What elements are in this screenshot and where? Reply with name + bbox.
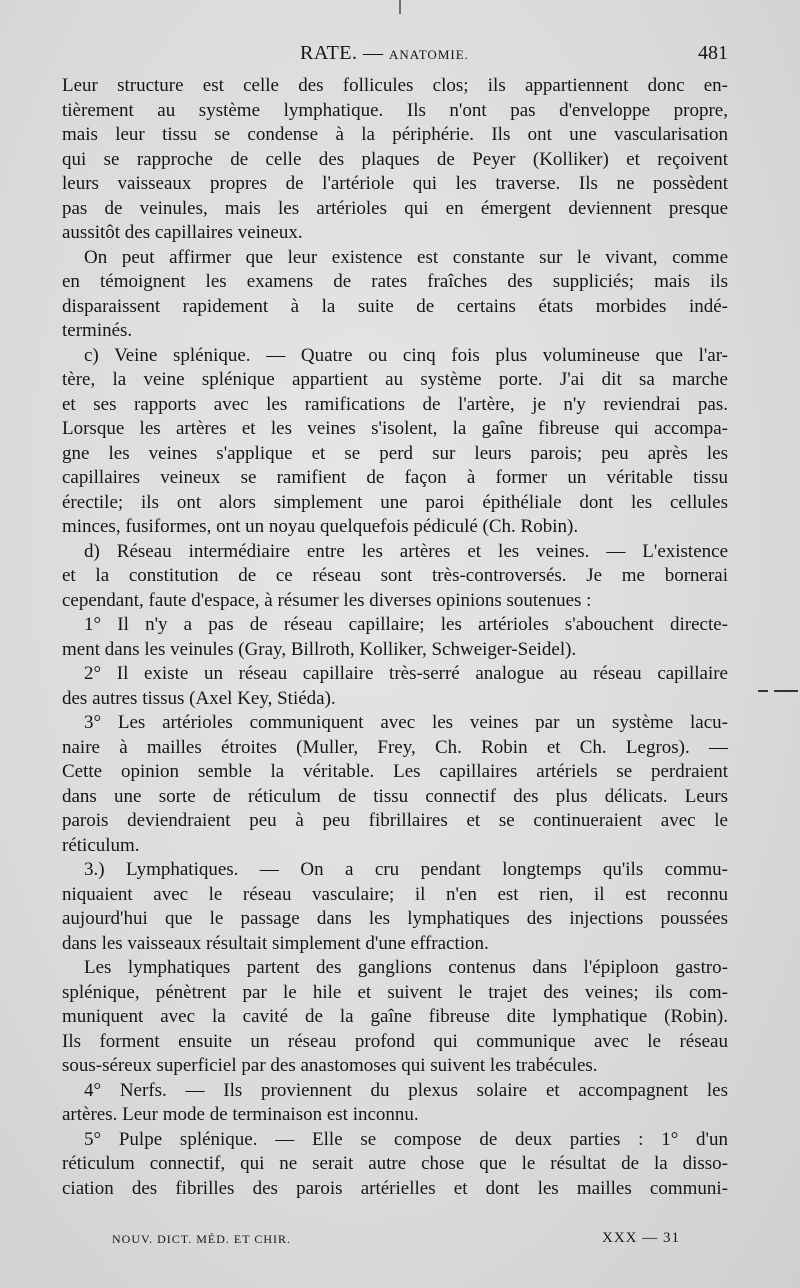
text-line: muniquent avec la cavité de la gaîne fibreuse dite lymphatique (Robin). xyxy=(62,1006,728,1027)
text-line: dans une sorte de réticulum de tissu connectif des plus délicats. Leurs xyxy=(62,785,728,807)
text-line: aujourd'hui que le passage dans les lymphatiques des injections poussées xyxy=(62,908,728,929)
text-line: 4° Nerfs. — Ils proviennent du plexus solaire et accompagnent les xyxy=(84,1079,728,1101)
footer-signature: NOUV. DICT. MÉD. ET CHIR. xyxy=(112,1232,292,1246)
text-line: leurs vaisseaux propres de l'artériole qui les traverse. Ils ne possèdent xyxy=(62,173,728,194)
text-line: niquaient avec le réseau vasculaire; il n'en est rien, il est reconnu xyxy=(62,883,728,905)
header-title xyxy=(300,42,469,65)
text-line: tièrement au système lymphatique. Ils n'ont pas d'enveloppe propre, xyxy=(62,99,728,121)
text-line: d) Réseau intermédiaire entre les artères et les veines. — L'existence xyxy=(84,540,728,562)
text-line: ciation des fibrilles des parois artérielles et dont les mailles communi- xyxy=(62,1177,728,1199)
text-line: On peut affirmer que leur existence est constante sur le vivant, comme xyxy=(84,246,728,268)
text-line: artères. Leur mode de terminaison est inconnu. xyxy=(62,1104,419,1125)
body-text xyxy=(62,74,728,1201)
running-header xyxy=(62,38,728,68)
text-line: 5° Pulpe splénique. — Elle se compose de deux parties : 1° d'un xyxy=(84,1128,728,1150)
text-line: dans les vaisseaux résultait simplement d'une effraction. xyxy=(62,932,489,954)
text-line: mais leur tissu se condense à la périphérie. Ils ont une vascularisation xyxy=(62,124,728,145)
text-line: Cette opinion semble la véritable. Les capillaires artériels se perdraient xyxy=(62,761,728,782)
text-line: Lorsque les artères et les veines s'isolent, la gaîne fibreuse qui accompa- xyxy=(62,418,728,439)
page-footer xyxy=(112,1232,680,1252)
text-line: c) Veine splénique. — Quatre ou cinq fois plus volumineuse que l'ar- xyxy=(84,344,728,366)
text-line: Les lymphatiques partent des ganglions contenus dans l'épiploon gastro- xyxy=(84,957,728,978)
text-line: naire à mailles étroites (Muller, Frey, Ch. Robin et Ch. Legros). — xyxy=(62,736,728,758)
text-line: minces, fusiformes, ont un noyau quelquefois pédiculé (Ch. Robin). xyxy=(62,516,579,537)
text-line: Leur structure est celle des follicules clos; ils appartiennent donc en- xyxy=(62,75,728,96)
text-line: gne les veines s'applique et se perd sur leurs parois; peu après les xyxy=(62,442,728,464)
footer-sheet-number: XXX — 31 xyxy=(602,1230,680,1246)
text-line: 3° Les artérioles communiquent avec les veines par un système lacu- xyxy=(84,712,728,733)
text-line: réticulum. xyxy=(62,834,140,856)
text-line: 2° Il existe un réseau capillaire très-serré analogue au réseau capillaire xyxy=(84,663,728,684)
margin-dash-mark xyxy=(758,690,798,692)
text-line: en témoignent les examens de rates fraîches des suppliciés; mais ils xyxy=(62,271,728,292)
text-line: cependant, faute d'espace, à résumer les diverses opinions soutenues : xyxy=(62,589,592,611)
text-line: ment dans les veinules (Gray, Billroth, Kolliker, Schweiger-Seidel). xyxy=(62,638,577,660)
text-line: terminés. xyxy=(62,320,133,341)
text-line: tère, la veine splénique appartient au système porte. J'ai dit sa marche xyxy=(62,369,728,390)
header-title-small: ANATOMIE. xyxy=(389,47,469,62)
text-line: pas de veinules, mais les artérioles qui en émergent deviennent presque xyxy=(62,197,728,219)
text-line: capillaires veineux se ramifient de façon à former un véritable tissu xyxy=(62,467,728,488)
text-line: 1° Il n'y a pas de réseau capillaire; les artérioles s'abouchent directe- xyxy=(84,614,728,635)
page-number: 481 xyxy=(698,42,728,64)
text-line: 3.) Lymphatiques. — On a cru pendant longtemps qu'ils commu- xyxy=(84,859,728,880)
header-title-main: RATE. — xyxy=(300,42,384,64)
text-line: et ses rapports avec les ramifications de l'artère, je n'y reviendrai pas. xyxy=(62,393,728,415)
text-line: sous-séreux superficiel par des anastomoses qui suivent les trabécules. xyxy=(62,1055,598,1076)
text-line: qui se rapproche de celle des plaques de Peyer (Kolliker) et reçoivent xyxy=(62,148,728,170)
top-tick-mark xyxy=(399,0,401,14)
text-line: aussitôt des capillaires veineux. xyxy=(62,222,303,243)
text-line: et la constitution de ce réseau sont très-controversés. Je me bornerai xyxy=(62,565,728,586)
text-line: splénique, pénètrent par le hile et suivent le trajet des veines; ils com- xyxy=(62,981,728,1003)
text-line: parois deviendraient peu à peu fibrillaires et se continueraient avec le xyxy=(62,810,728,831)
text-line: disparaissent rapidement à la suite de certains états morbides indé- xyxy=(62,295,728,317)
text-line: réticulum connectif, qui ne serait autre chose que le résultat de la disso- xyxy=(62,1153,728,1174)
text-line: des autres tissus (Axel Key, Stiéda). xyxy=(62,687,336,709)
text-line: érectile; ils ont alors simplement une paroi épithéliale dont les cellules xyxy=(62,491,728,513)
text-line: Ils forment ensuite un réseau profond qui communique avec le réseau xyxy=(62,1030,728,1052)
